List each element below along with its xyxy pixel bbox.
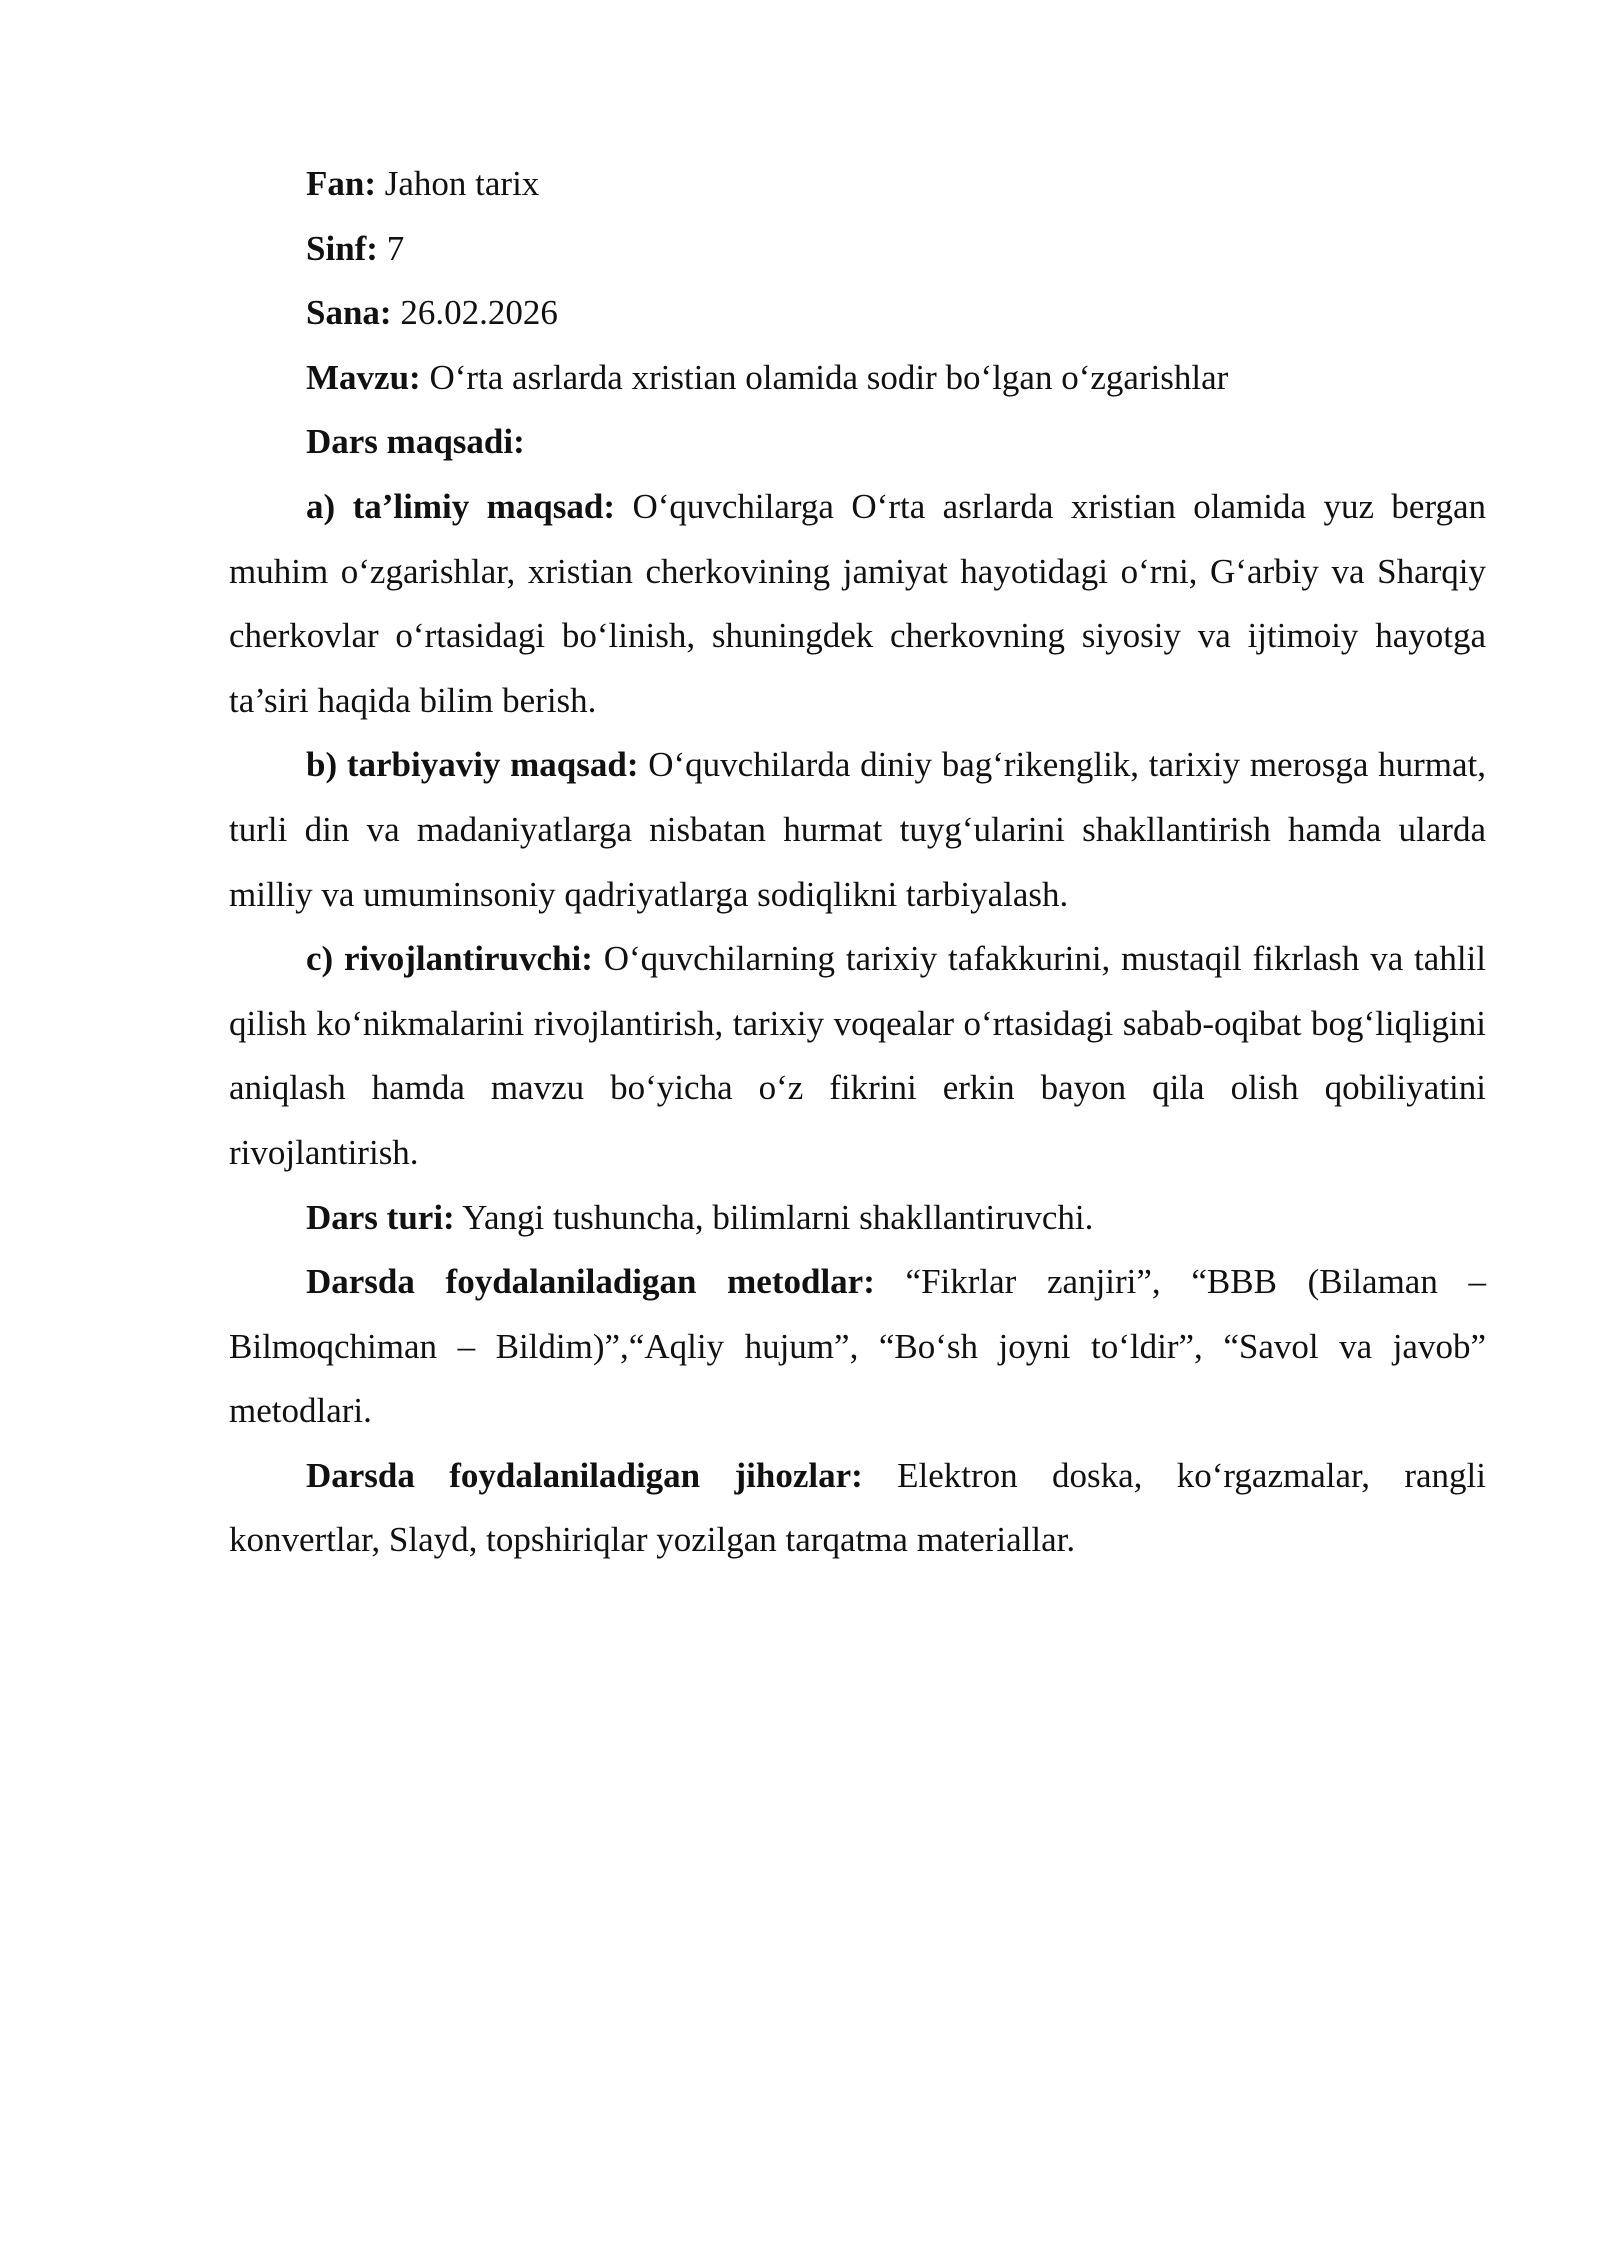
equipment-paragraph — [229, 1444, 1486, 1573]
lesson-type-paragraph — [229, 1186, 1486, 1251]
methods-text: “Fikrlar zanjiri”, “BBB (Bilaman – Bilmoqchiman – Bildim)”,“Aqliy hujum”, “Bo‘sh joyni to‘ldir”, “Savol va javob” metodlari. — [229, 1262, 1486, 1431]
grade-line — [229, 217, 1486, 282]
educational-goal-paragraph — [229, 475, 1486, 733]
lesson-goals-heading — [229, 410, 1486, 475]
equipment-label: Darsda foydalaniladigan jihozlar: — [306, 1455, 863, 1495]
educational-goal-label: a) ta’limiy maqsad: — [306, 486, 616, 526]
upbringing-goal-paragraph — [229, 733, 1486, 927]
grade-value: 7 — [377, 228, 405, 268]
topic-line — [229, 346, 1486, 411]
developmental-goal-text: O‘quvchilarning tarixiy tafakkurini, mustaqil fikrlash va tahlil qilish ko‘nikmalarini rivojlantirish, tarixiy voqealar o‘rtasidagi sabab-oqibat bog‘liqligini aniqlash hamda mavzu bo‘yicha o‘z fikrini erkin bayon qila olish qobiliyatini rivojlantirish. — [229, 939, 1486, 1172]
upbringing-goal-label: b) tarbiyaviy maqsad: — [306, 745, 639, 785]
lesson-type-text: Yangi tushuncha, bilimlarni shakllantiruvchi. — [454, 1197, 1094, 1237]
equipment-text: Elektron doska, ko‘rgazmalar, rangli konvertlar, Slayd, topshiriqlar yozilgan tarqatma materiallar. — [229, 1455, 1486, 1560]
subject-line — [229, 152, 1486, 217]
subject-value: Jahon tarix — [376, 164, 540, 203]
date-value: 26.02.2026 — [391, 293, 558, 333]
subject-label: Fan: — [306, 164, 376, 203]
date-line — [229, 281, 1486, 346]
lesson-type-label: Dars turi: — [306, 1197, 455, 1237]
topic-value: O‘rta asrlarda xristian olamida sodir bo‘lgan o‘zgarishlar — [420, 357, 1229, 397]
lesson-goals-label: Dars maqsadi: — [306, 422, 525, 462]
educational-goal-text: O‘quvchilarga O‘rta asrlarda xristian olamida yuz bergan muhim o‘zgarishlar, xristian cherkovining jamiyat hayotidagi o‘rni, G‘arbiy va Sharqiy cherkovlar o‘rtasidagi bo‘linish, shuningdek cherkovning siyosiy va ijtimoiy hayotga ta’siri haqida bilim berish. — [229, 486, 1487, 720]
grade-label: Sinf: — [306, 228, 378, 268]
upbringing-goal-text: O‘quvchilarda diniy bag‘rikenglik, tarixiy merosga hurmat, turli din va madaniyatlarga nisbatan hurmat tuyg‘ularini shakllantirish hamda ularda milliy va umuminsoniy qadriyatlarga sodiqlikni tarbiyalash. — [229, 745, 1486, 914]
topic-label: Mavzu: — [306, 357, 421, 397]
developmental-goal-label: c) rivojlantiruvchi: — [306, 939, 593, 979]
developmental-goal-paragraph — [229, 927, 1486, 1185]
methods-paragraph — [229, 1250, 1486, 1444]
methods-label: Darsda foydalaniladigan metodlar: — [306, 1262, 875, 1302]
document-page — [229, 152, 1486, 1573]
date-label: Sana: — [306, 293, 392, 333]
